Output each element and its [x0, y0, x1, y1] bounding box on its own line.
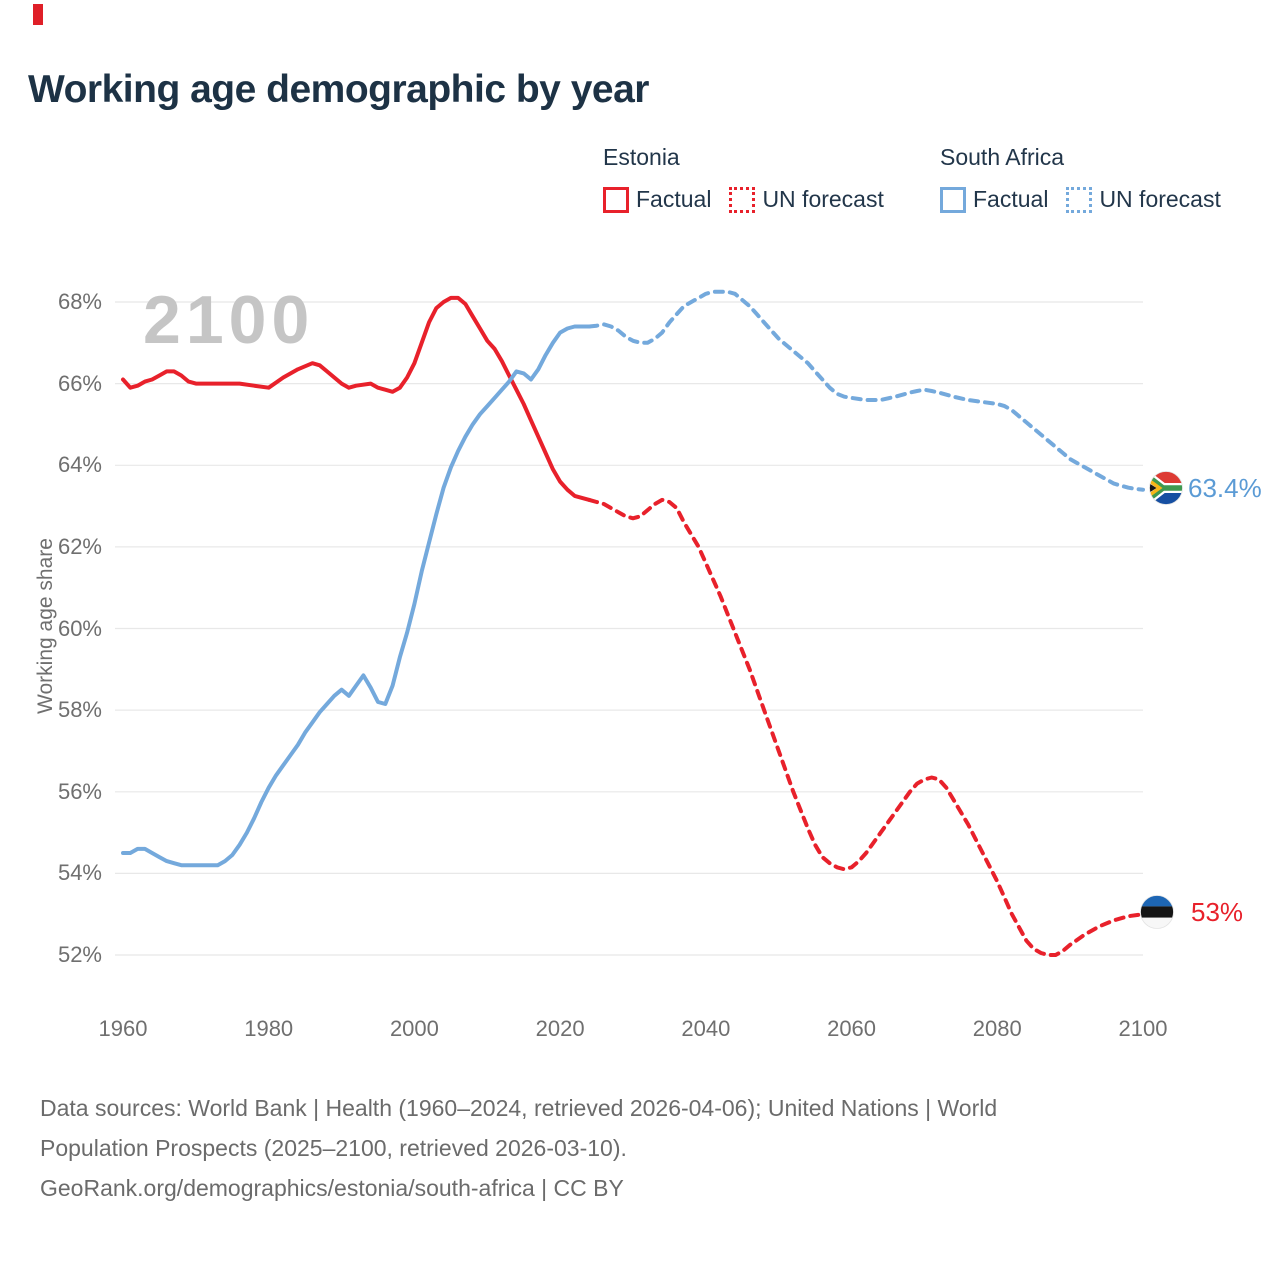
- watermark-year: 2100: [143, 282, 315, 358]
- y-axis-title: Working age share: [34, 538, 57, 714]
- footer-attribution: GeoRank.org/demographics/estonia/south-africa | CC BY: [40, 1175, 624, 1201]
- y-tick-label: 64%: [57, 452, 102, 478]
- end-label-south-africa: 63.4%: [1188, 473, 1262, 503]
- y-tick-label: 52%: [57, 942, 102, 967]
- x-tick-label: 1960: [98, 1016, 148, 1041]
- x-tick-label: 2080: [972, 1016, 1022, 1041]
- legend-item-label[interactable]: UN forecast: [1099, 186, 1221, 212]
- legend-item-label[interactable]: Factual: [973, 186, 1049, 212]
- footer-data-sources-line2: Population Prospects (2025–2100, retrieved 2026-03-10).: [40, 1135, 627, 1161]
- x-tick-label: 2020: [535, 1016, 585, 1041]
- end-label-estonia: 53%: [1191, 897, 1244, 927]
- y-tick-label: 66%: [57, 370, 102, 396]
- legend-series-name: Estonia: [603, 144, 680, 170]
- y-tick-label: 60%: [57, 615, 102, 641]
- y-tick-label: 68%: [57, 289, 102, 314]
- series-line-south-africa-factual: [123, 327, 589, 866]
- series-line-estonia-un-forecast: [589, 500, 1143, 955]
- legend-series-name: South Africa: [940, 144, 1065, 170]
- footer: [40, 1088, 997, 1208]
- x-tick-label: 2100: [1118, 1016, 1168, 1041]
- legend-item-label[interactable]: UN forecast: [762, 186, 884, 212]
- x-tick-label: 2060: [827, 1016, 877, 1041]
- y-tick-label: 54%: [57, 860, 102, 886]
- x-tick-label: 1980: [244, 1016, 294, 1041]
- estonia-flag-icon: [1140, 895, 1174, 929]
- y-tick-label: 58%: [57, 697, 102, 723]
- series-lines: [123, 292, 1143, 955]
- gridlines: [115, 302, 1143, 955]
- x-tick-label: 2000: [389, 1016, 439, 1041]
- footer-data-sources-line1: Data sources: World Bank | Health (1960–2024, retrieved 2026-04-06); United Nations | World: [40, 1095, 998, 1121]
- x-tick-label: 2040: [681, 1016, 731, 1041]
- series-line-south-africa-un-forecast: [589, 292, 1143, 490]
- legend-item-label[interactable]: Factual: [636, 186, 712, 212]
- page-title: Working age demographic by year: [28, 68, 649, 111]
- south-africa-flag-icon: [1149, 471, 1183, 505]
- y-tick-label: 56%: [57, 778, 102, 804]
- y-tick-label: 62%: [57, 533, 102, 559]
